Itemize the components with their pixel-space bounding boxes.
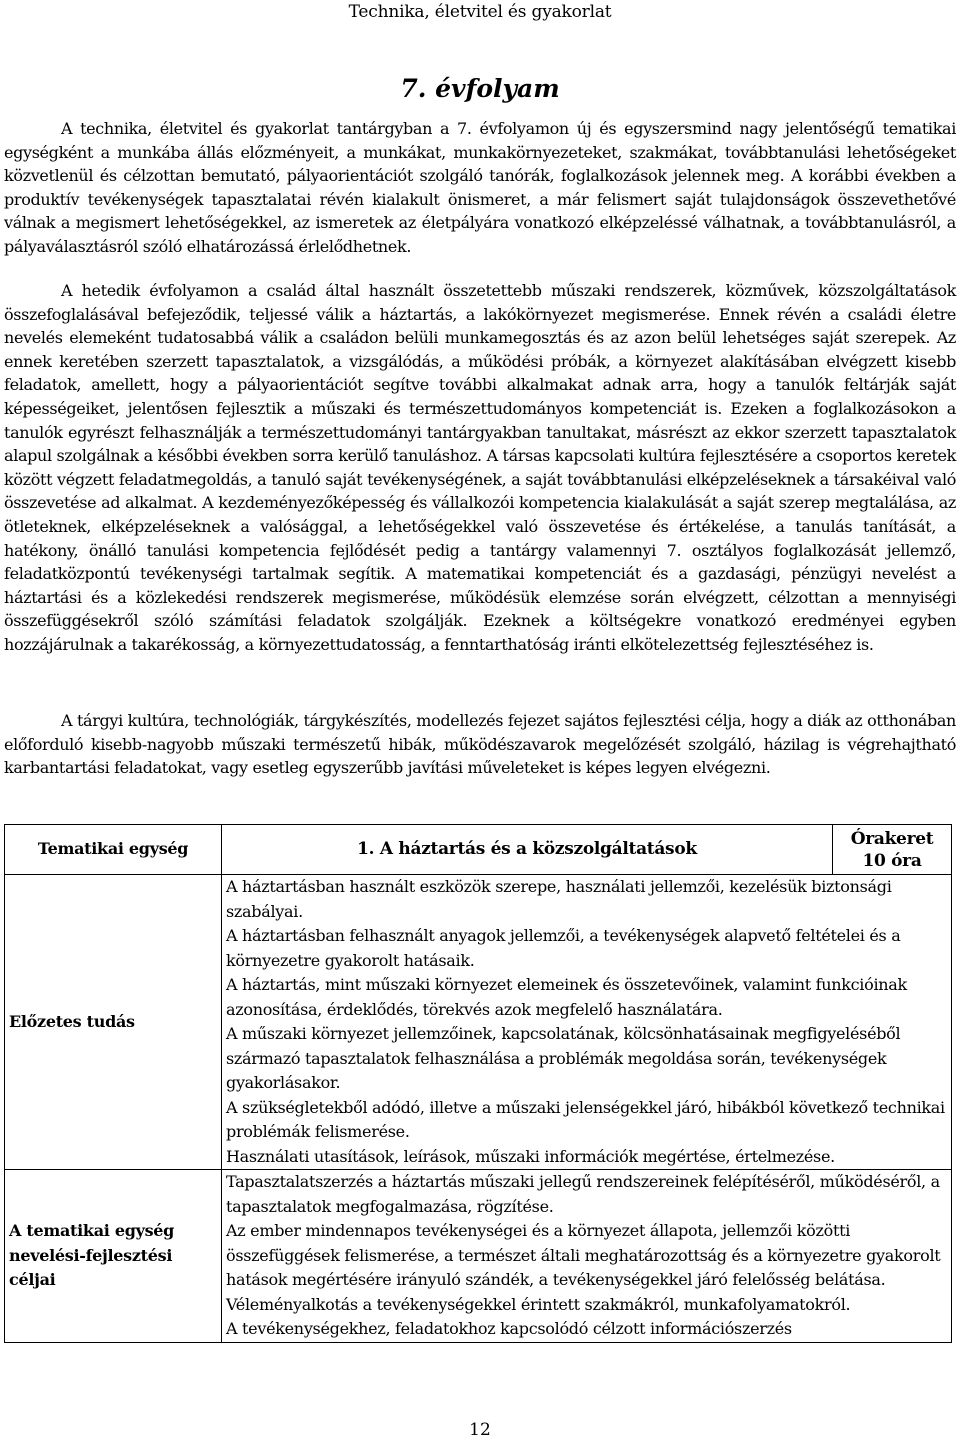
goals-label: A tematikai egység nevelési-fejlesztési céljai [9, 1221, 175, 1289]
list-item: Használati utasítások, leírások, műszaki információk megértése, értelmezése. [226, 1146, 835, 1166]
hours-value: 10 óra [862, 850, 922, 871]
running-header: Technika, életvitel és gyakorlat [348, 2, 612, 22]
unit-label-cell [5, 825, 222, 875]
prior-knowledge-label-cell [5, 875, 222, 1170]
goals-content [222, 1170, 952, 1343]
list-item: A szükségletekből adódó, illetve a műszaki jelenségekkel járó, hibákból következő technikai problémák felismerése. [226, 1097, 945, 1141]
list-item: A műszaki környezet jellemzőinek, kapcsolatának, kölcsönhatásainak megfigyeléséből származó tapasztalatok felhasználása a problémák megoldása során, tevékenységek gyakorlásakor. [226, 1024, 901, 1092]
paragraph-text: A tárgyi kultúra, technológiák, tárgykészítés, modellezés fejezet sajátos fejlesztési célja, hogy a diák az otthonában előforduló kisebb-nagyobb műszaki természetű hibák, működészavarok megelőzését szolgáló, házilag is végrehajtható karbantartási feladatokat, vagy esetleg egyszerűbb javítási műveleteket is képes legyen elvégezni. [4, 711, 956, 778]
thematic-unit-table [4, 824, 952, 1343]
intro-paragraph-3 [4, 709, 956, 780]
list-item: Véleményalkotás a tevékenységekkel érintett szakmákról, munkafolyamatokról. [226, 1294, 851, 1314]
list-item: A háztartás, mint műszaki környezet elemeinek és összetevőinek, valamint funkcióinak azonosítása, érdeklődés, törekvés azok megfelelő használatára. [226, 975, 907, 1019]
hours-label: Órakeret [850, 828, 934, 849]
list-item: A háztartásban felhasznált anyagok jellemzői, a tevékenységek alapvető feltételei és a környezetre gyakorolt hatásaik. [226, 926, 901, 970]
hours-cell [833, 825, 952, 875]
list-item: Az ember mindennapos tevékenységei és a környezet állapota, jellemzői közötti összefüggések felismerése, a természet általi meghatározottság és a környezetre gyakorolt hatások megértésére irányuló szándék, a tevékenységekkel járó felelősség belátása. [226, 1221, 941, 1289]
paragraph-text: A hetedik évfolyamon a család által használt összetettebb műszaki rendszerek, közművek, közszolgáltatások összefoglalásával befejeződik, teljessé válik a háztartás, a lakókörnyezet megismerése. Ennek révén a családi életre nevelés elemeként tudatosabbá válik a családon belüli munkamegosztás és az azon belül lehetséges saját szerepek. Az ennek keretében szerzett tapasztalatok, a vizsgálódás, a működési próbák, a környezet alakításában elvégzett kisebb feladatok, amellett, hogy a pályaorientációt segítve további alkalmakat adnak arra, hogy a tanulók feltárják saját képességeiket, jelentősen fejlesztik a műszaki és természettudományos kompetenciát is. Ezeken a foglalkozásokon a tanulók egyrészt felhasználják a természettudományi tantárgyakban tanultakat, másrészt az ekkor szerzett tapasztalatok alapul szolgálnak a későbbi években sorra kerülő tanuláshoz. A társas kapcsolati kultúra fejlesztésére a csoportos keretek között végzett feladatmegoldás, a tanuló saját tevékenységének, a saját továbbtanulási elképzeléseknek a társakéival való összevetése ad alkalmat. A kezdeményezőképesség és vállalkozói kompetencia kialakulását a saját szerep megtalálása, az ötleteknek, elképzeléseknek a valósággal, a lehetőségekkel való összevetése és értékelése, a tanulás tanítását, a hatékony, önálló tanulási kompetencia fejlődését pedig a tantárgy valamennyi 7. osztályos foglalkozását jellemző, feladatközpontú tevékenységi tartalmak segítik. A matematikai kompetenciát és a gazdasági, pénzügyi nevelést a háztartási és a közlekedési rendszerek megismerése, működésük elemzése során elvégzett, célzottan a mennyiségi összefüggésekről szóló számítási feladatok szolgálják. Ezeknek a költségekre vonatkozó eredményei egyben hozzájárulnak a takarékosság, a környezettudatosság, a fenntarthatóság iránti elkötelezettség fejlesztéséhez is. [4, 281, 956, 654]
unit-title: 1. A háztartás és a közszolgáltatások [357, 839, 697, 860]
list-item: A tevékenységekhez, feladatokhoz kapcsolódó célzott információszerzés [226, 1319, 792, 1338]
paragraph-text: A technika, életvitel és gyakorlat tantárgyban a 7. évfolyamon új és egyszersmind nagy jelentőségű tematikai egységként a munkába állás előzményeit, a munkákat, munkakörnyezeteket, szakmákat, továbbtanulási lehetőségeket közvetlenül és célzottan bemutató, pályaorientációt szolgáló tanórák, foglalkozások jelennek meg. A korábbi években a produktív tevékenységek tapasztalatai révén kialakult önismeret, a már felismert saját tulajdonságok összevethetővé válnak a megismert lehetőségekkel, az ismeretek az életpályára vonatkozó elképzeléssé válhatnak, a továbbtanulásról, a pályaválasztásról szóló elhatározássá érlelődhetnek. [4, 119, 956, 256]
list-item: Tapasztalatszerzés a háztartás műszaki jellegű rendszereinek felépítéséről, működéséről, a tapasztalatok megfogalmazása, rögzítése. [226, 1172, 940, 1216]
prior-knowledge-label: Előzetes tudás [9, 1011, 135, 1031]
unit-title-cell [222, 825, 833, 875]
table-row-goals [5, 1170, 952, 1343]
grade-heading: 7. évfolyam [400, 74, 560, 103]
page-number: 12 [469, 1420, 491, 1440]
table-header-row [5, 825, 952, 875]
intro-paragraph-2 [4, 279, 956, 657]
goals-label-cell [5, 1170, 222, 1343]
unit-label: Tematikai egység [37, 839, 189, 859]
list-item: A háztartásban használt eszközök szerepe, használati jellemzői, kezelésük biztonsági szabályai. [226, 877, 892, 921]
prior-knowledge-content [222, 875, 952, 1170]
intro-paragraph-1 [4, 117, 956, 259]
table-row-prior-knowledge [5, 875, 952, 1170]
